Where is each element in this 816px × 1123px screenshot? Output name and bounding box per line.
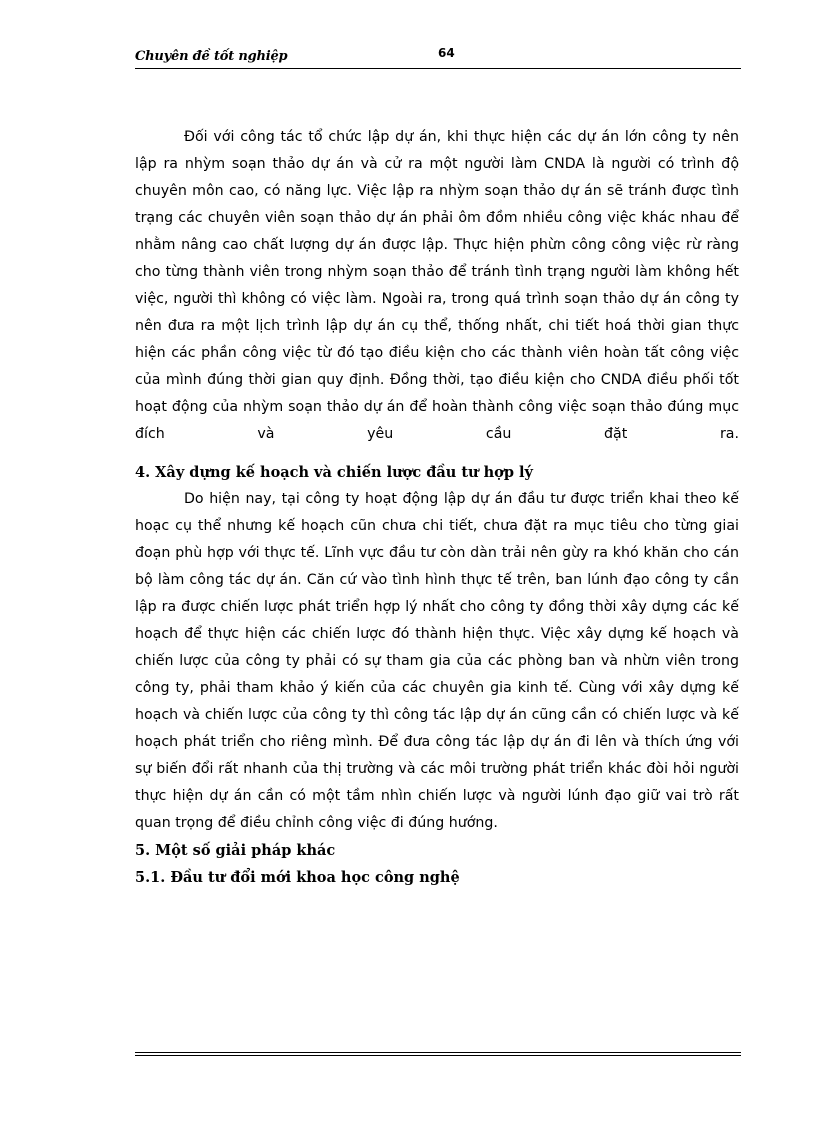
page-body [135, 124, 739, 891]
document-title: Chuyên đề tốt nghiệp [135, 49, 288, 64]
footer-divider-bottom [135, 1055, 741, 1056]
footer-divider-top [135, 1052, 741, 1053]
page-number: 64 [438, 46, 455, 60]
section-heading-5-1: 5.1. Đầu tư đổi mới khoa học công nghệ [135, 869, 460, 886]
page-header [135, 46, 741, 69]
header-divider [135, 68, 741, 69]
paragraph-spacer [135, 448, 739, 459]
section-heading-5: 5. Một số giải pháp khác [135, 842, 336, 859]
paragraph-project-organization: Đối với công tác tổ chức lập dự án, khi thực hiện các dự án lớn công ty nên lập ra nhỳm soạn thảo dự án và cử ra một người làm CNDA là người có trình độ chuyên môn cao, có năng lực. Việc lập ra nhỳm soạn thảo dự án sẽ tránh được tình trạng các chuyên viên soạn thảo dự án phải ôm đồm nhiều công việc khác nhau để nhằm nâng cao chất lượng dự án được lập. Thực hiện phừn công công việc rừ ràng cho từng thành viên trong nhỳm soạn thảo để tránh tình trạng người làm không hết việc, người thì không có việc làm. Ngoài ra, trong quá trình soạn thảo dự án công ty nên đưa ra một lịch trình lập dự án cụ thể, thống nhất, chi tiết hoá thời gian thực hiện các phần công việc từ đó tạo điều kiện cho các thành viên hoàn tất công việc của mình đúng thời gian quy định. Đồng thời, tạo điều kiện cho CNDA điều phối tốt hoạt động của nhỳm soạn thảo dự án để hoàn thành công việc soạn thảo đúng mục đích và yêu cầu đặt ra. [135, 129, 739, 442]
paragraph-strategy: Do hiện nay, tại công ty hoạt động lập dự án đầu tư được triển khai theo kế hoạc cụ thể nhưng kế hoạch cũn chưa chi tiết, chưa đặt ra mục tiêu cho từng giai đoạn phù hợp với thực tế. Lĩnh vực đầu tư còn dàn trải nên gừy ra khó khăn cho cán bộ làm công tác dự án. Căn cứ vào tình hình thực tế trên, ban lúnh đạo công ty cần lập ra được chiến lược phát triển hợp lý nhất cho công ty đồng thời xây dựng các kế hoạch để thực hiện các chiến lược đó thành hiện thực. Việc xây dựng kế hoạch và chiến lược của công ty phải có sự tham gia của các phòng ban và nhừn viên trong công ty, phải tham khảo ý kiến của các chuyên gia kinh tế. Cùng với xây dựng kế hoạch và chiến lược của công ty thì công tác lập dự án cũng cần có chiến lược và kế hoạch phát triển cho riêng mình. Để đưa công tác lập dự án đi lên và thích ứng với sự biến đổi rất nhanh của thị trường và các môi trường phát triển khác đòi hỏi người thực hiện dự án cần có một tầm nhìn chiến lược và người lúnh đạo giữ vai trò rất quan trọng để điều chỉnh công việc đi đúng hướng. [135, 491, 739, 831]
section-heading-4: 4. Xây dựng kế hoạch và chiến lược đầu tư hợp lý [135, 464, 533, 481]
